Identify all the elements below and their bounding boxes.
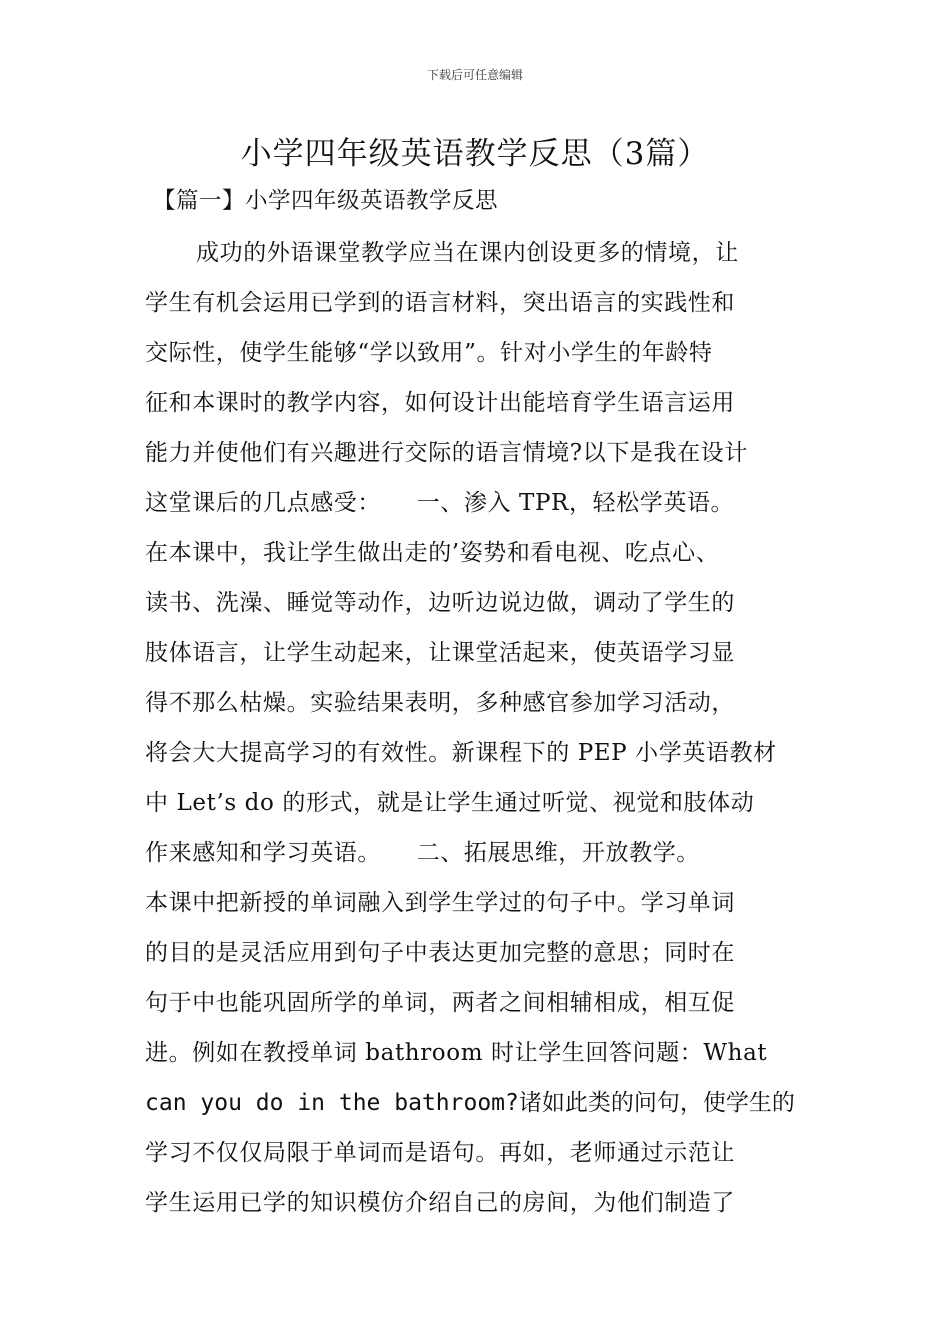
body-line: 中 Let’s do 的形式，就是让学生通过听觉、视觉和肢体动 bbox=[145, 790, 755, 816]
body-line: 学习不仅仅局限于单词而是语句。再如，老师通过示范让 bbox=[145, 1140, 735, 1166]
body-line: 成功的外语课堂教学应当在课内创设更多的情境，让 bbox=[196, 240, 739, 266]
body-line: can you do in the bathroom?诸如此类的问句，使学生的 bbox=[145, 1090, 795, 1116]
body-line: 句于中也能巩固所学的单词，两者之间相辅相成，相互促 bbox=[145, 990, 735, 1016]
body-line: 进。例如在教授单词 bathroom 时让学生回答问题：What bbox=[145, 1040, 768, 1066]
body-line: 在本课中，我让学生做出走的’姿势和看电视、吃点心、 bbox=[145, 540, 720, 566]
body-line: 交际性，使学生能够“学以致用”。针对小学生的年龄特 bbox=[145, 340, 713, 366]
body-line: 学生有机会运用已学到的语言材料，突出语言的实践性和 bbox=[145, 290, 735, 316]
body-line: 征和本课时的教学内容，如何设计出能培育学生语言运用 bbox=[145, 390, 735, 416]
body-line: 得不那么枯燥。实验结果表明，多种感官参加学习活动， bbox=[145, 690, 735, 716]
body-line: 能力并使他们有兴趣进行交际的语言情境?以下是我在设计 bbox=[145, 440, 748, 466]
body-line: 学生运用已学的知识模仿介绍自己的房间，为他们制造了 bbox=[145, 1190, 735, 1216]
body-line: 这堂课后的几点感受： 一、渗入 TPR，轻松学英语。 bbox=[145, 490, 735, 516]
body-text bbox=[145, 228, 810, 1228]
body-line: 肢体语言，让学生动起来，让课堂活起来，使英语学习显 bbox=[145, 640, 735, 666]
body-line: 将会大大提高学习的有效性。新课程下的 PEP 小学英语教材 bbox=[145, 740, 777, 766]
body-line: 读书、洗澡、睡觉等动作，边听边说边做，调动了学生的 bbox=[145, 590, 735, 616]
section-heading: 【篇一】小学四年级英语教学反思 bbox=[153, 188, 499, 214]
document-title: 小学四年级英语教学反思（3篇） bbox=[240, 136, 710, 172]
body-line: 作来感知和学习英语。 二、拓展思维，开放教学。 bbox=[145, 840, 700, 866]
body-line: 的目的是灵活应用到句子中表达更加完整的意思；同时在 bbox=[145, 940, 735, 966]
header-note: 下载后可任意编辑 bbox=[426, 68, 523, 82]
body-line: 本课中把新授的单词融入到学生学过的句子中。学习单词 bbox=[145, 890, 735, 916]
